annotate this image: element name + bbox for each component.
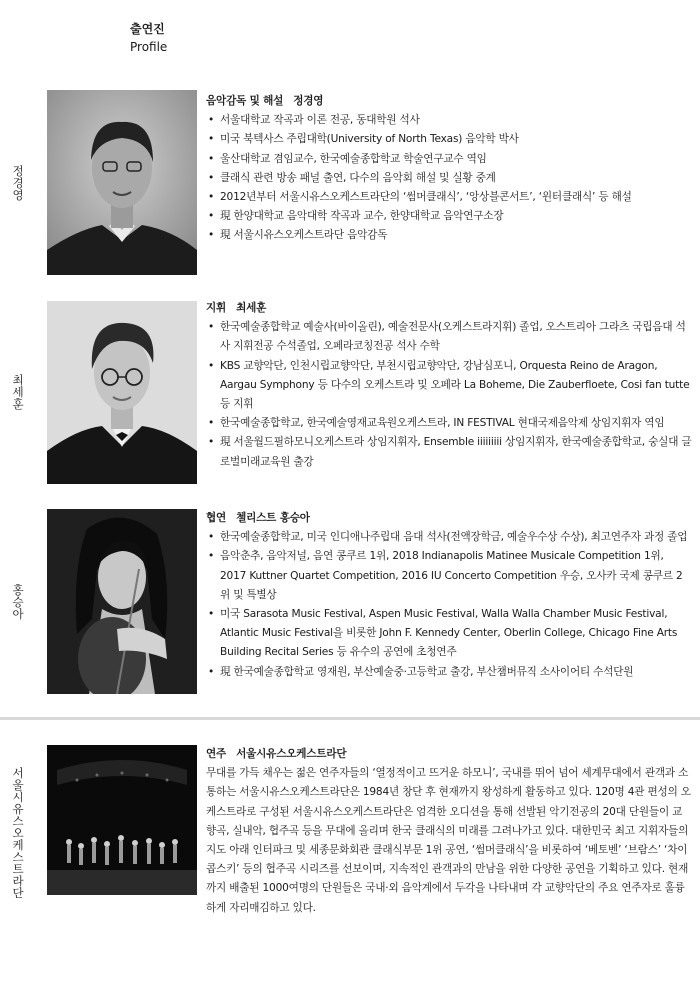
- orchestra-description: 무대를 가득 채우는 젊은 연주자들의 ‘열정적이고 뜨거운 하모니’, 국내를 뛰어 넘어 세계무대에서 관객과 소통하는 서울시유스오케스트라단은 1984년 창단 후 현재까지 왕성하게 활동하고 있다. 120명 4관 편성의 오케스트라로 구성된 서울시유스오케스트라단은 엄격한 오디션을 통해 선발된 악기전공의 20대 단원들이 교향곡, 실내악, 협주곡 등을 무대에 올리며 한국 클래식의 미래를 그려나가고 있다. 대한민국 최고 지휘자들의 지도 아래 인터파크 및 세종문화회관 클래식부문 1위 공연, ‘썸머클래식’을 비롯하여 ‘베토벤’ ‘브람스’ ‘차이콥스키’ 등의 협주곡 시리즈를 선보이며, 지속적인 관객과의 만남을 위한 다양한 공연을 기획하고 있다. 현재까지 배출된 1000여명의 단원들은 국내·외 음악계에서 두각을 나타내며 각 교향악단의 주요 연주자로 훌륭하게 자리매김하고 있다.: [206, 767, 691, 914]
- role-line: [206, 92, 692, 111]
- side-name-label: 최세훈: [11, 373, 25, 410]
- orchestra-photo: [47, 745, 197, 895]
- list-item: • 한국예술종합학교, 한국예술영재교육원오케스트라, IN FESTIVAL 현대국제음악제 상임지휘자 역임: [206, 414, 692, 433]
- bio-list: [206, 528, 692, 682]
- page-title-en: Profile: [130, 40, 168, 54]
- list-item: • 미국 북텍사스 주립대학(University of North Texas) 음악학 박사: [206, 130, 692, 149]
- role-line: [206, 509, 692, 528]
- list-item: • 서울대학교 작곡과 이론 전공, 동대학원 석사: [206, 111, 692, 130]
- performer-name: 첼리스트 홍승아: [236, 512, 310, 524]
- list-item: • 現 한양대학교 음악대학 작곡과 교수, 한양대학교 음악연구소장: [206, 207, 692, 226]
- orchestra-name: 서울시유스오케스트라단: [236, 748, 347, 760]
- list-item: • 한국예술종합학교 예술사(바이올린), 예술전문사(오케스트라지휘) 졸업, 오스트리아 그라츠 국립음대 석사 지휘전공 수석졸업, 오페라코칭전공 석사 수학: [206, 318, 692, 356]
- role-line: [206, 745, 692, 764]
- performer-section: [0, 90, 700, 280]
- list-item: • KBS 교향악단, 인천시립교향악단, 부천시립교향악단, 강남심포니, Orquesta Reino de Aragon, Aargau Symphony 등 다수의 오케스트라 및 오페라 La Boheme, Die Zauberfloete, Cosi fan tutte 등 지휘: [206, 357, 692, 415]
- orchestra-bio: [206, 745, 692, 918]
- side-name-label: 홍승아: [11, 583, 25, 620]
- performer-photo: [47, 90, 197, 275]
- role-label: 협연: [206, 512, 227, 524]
- role-label: 지휘: [206, 302, 227, 314]
- list-item: • 미국 Sarasota Music Festival, Aspen Music Festival, Walla Walla Chamber Music Festival, Atlantic Music Festival을 비롯한 John F. Kennedy Center, Oberlin College, Chicago Fine Arts Building Recital Series 등 유수의 공연에 초청연주: [206, 605, 692, 663]
- performer-name: 정경영: [293, 95, 324, 107]
- bio-list: [206, 318, 692, 472]
- page-header: [130, 20, 167, 56]
- side-name-label: 서울시유스오케스트라단: [11, 766, 25, 899]
- list-item: • 2012년부터 서울시유스오케스트라단의 ‘썸머클래식’, ‘앙상블콘서트’, ‘윈터클래식’ 등 해설: [206, 188, 692, 207]
- section-divider: [0, 717, 700, 720]
- role-label: 연주: [206, 748, 227, 760]
- performer-section: [0, 299, 700, 489]
- performer-bio: [206, 299, 692, 472]
- list-item: • 음악춘추, 음악저널, 음연 콩쿠르 1위, 2018 Indianapolis Matinee Musicale Competition 1위, 2017 Kuttner Quartet Competition, 2016 IU Concerto Competition 우승, 오사카 국제 콩쿠르 2위 및 특별상: [206, 547, 692, 605]
- performer-photo: [47, 301, 197, 484]
- side-name-label: 정경영: [11, 164, 25, 201]
- role-label: 음악감독 및 해설: [206, 95, 284, 107]
- page-title-ko: 출연진: [130, 22, 165, 36]
- list-item: • 現 서울시유스오케스트라단 음악감독: [206, 226, 692, 245]
- performer-name: 최세훈: [236, 302, 267, 314]
- list-item: • 울산대학교 겸임교수, 한국예술종합학교 학술연구교수 역임: [206, 150, 692, 169]
- performer-section: [0, 509, 700, 699]
- list-item: • 클래식 관련 방송 패널 출연, 다수의 음악회 해설 및 실황 중계: [206, 169, 692, 188]
- bio-list: [206, 111, 692, 245]
- list-item: • 한국예술종합학교, 미국 인디애나주립대 음대 석사(전액장학금, 예술우수상 수상), 최고연주자 과정 졸업: [206, 528, 692, 547]
- list-item: • 現 한국예술종합학교 영재원, 부산예술중·고등학교 출강, 부산챔버뮤직 소사이어티 수석단원: [206, 663, 692, 682]
- performer-photo: [47, 509, 197, 694]
- performer-bio: [206, 509, 692, 682]
- orchestra-section: [0, 745, 700, 945]
- list-item: • 現 서울월드필하모니오케스트라 상임지휘자, Ensemble iiiiiiiii 상임지휘자, 한국예술종합학교, 숭실대 글로벌미래교육원 출강: [206, 433, 692, 471]
- performer-bio: [206, 92, 692, 246]
- role-line: [206, 299, 692, 318]
